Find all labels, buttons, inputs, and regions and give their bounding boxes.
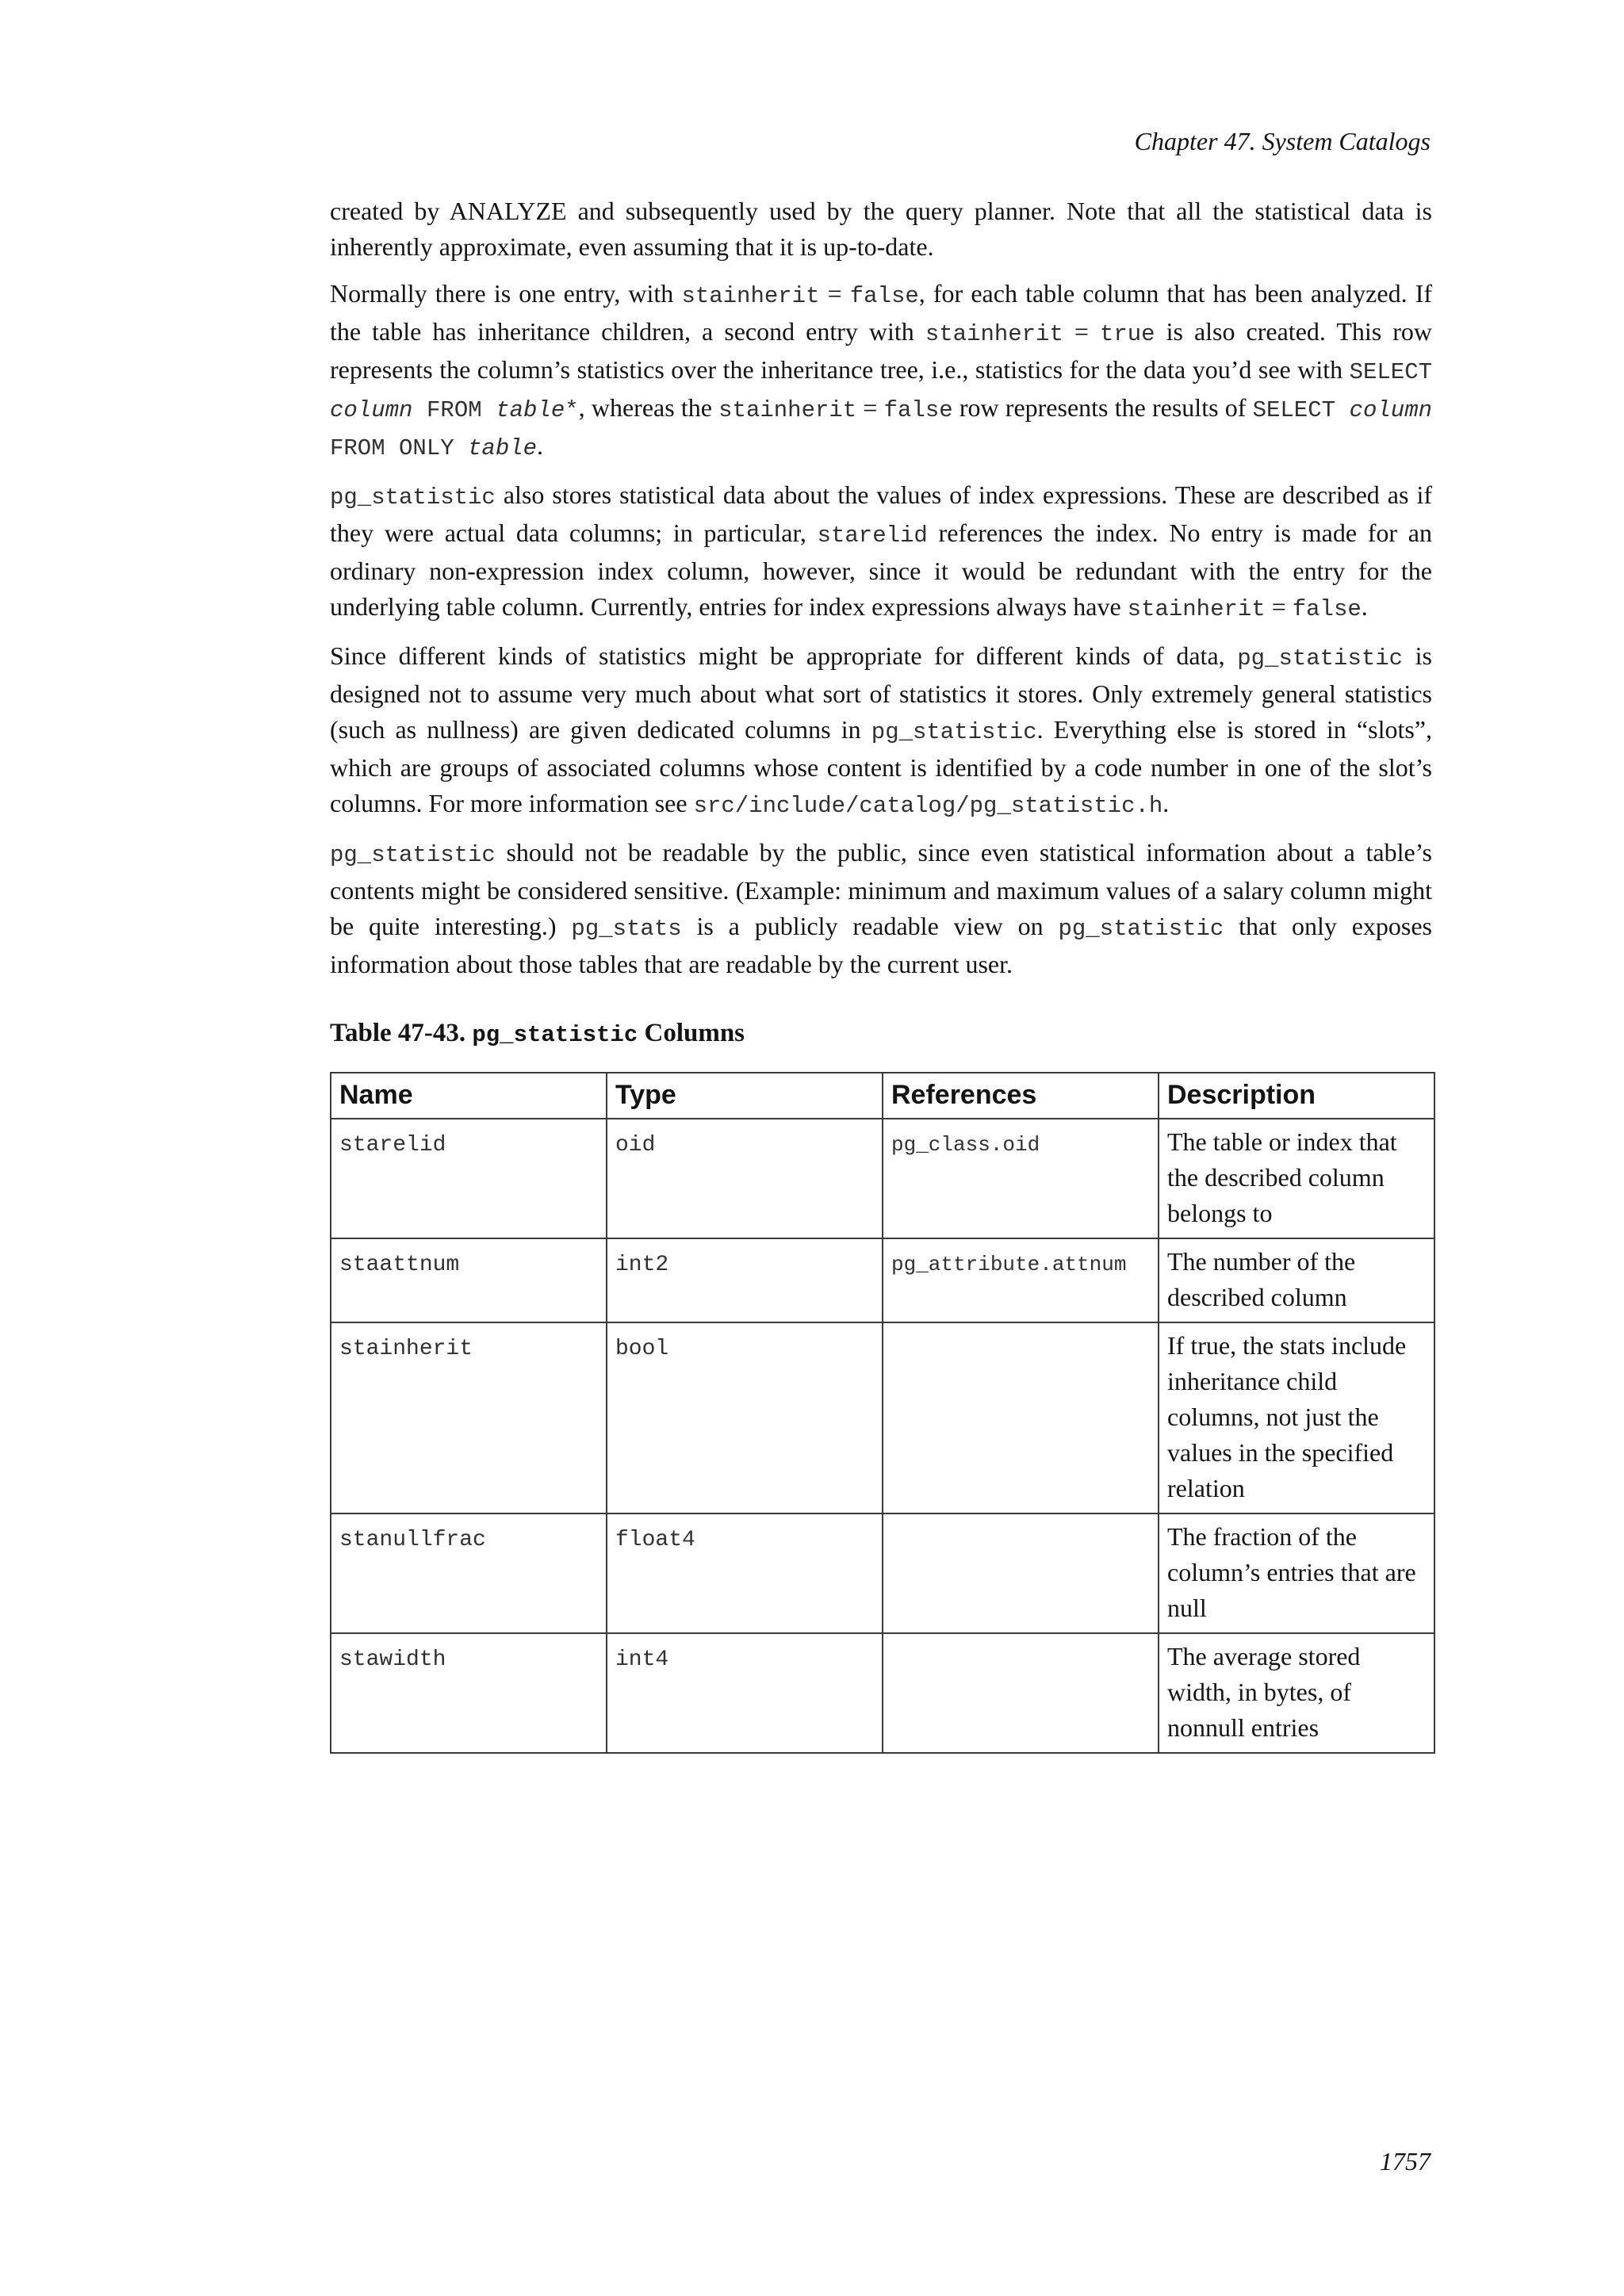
pg-statistic-columns-table [330,1072,1435,1754]
inline-code: pg_statistic [330,484,496,511]
cell-description: The average stored width, in bytes, of nonnull entries [1159,1633,1434,1753]
cell-description: The fraction of the column’s entries that are null [1159,1513,1434,1633]
paragraph-1: created by ANALYZE and subsequently used by the query planner. Note that all the statistical data is inherently approximate, even assuming that it is up-to-date. [330,197,1432,261]
inline-code-italic: column [330,397,413,423]
inline-code: pg_statistic [1058,916,1224,942]
column-header-references: References [883,1073,1159,1119]
inline-code: FROM ONLY [330,435,469,461]
cell-name: stainherit [331,1322,607,1513]
cell-description: If true, the stats include inheritance child columns, not just the values in the specified relation [1159,1322,1434,1513]
cell-name: stanullfrac [331,1513,607,1633]
cell-references [883,1633,1159,1753]
page-number: 1757 [1380,2147,1431,2175]
page-content [330,193,1432,1754]
inline-code: * [565,397,579,423]
inline-code: pg_statistic [871,719,1037,745]
column-header-type: Type [607,1073,883,1119]
inline-code: pg_statistic [330,842,496,868]
table-caption-code: pg_statistic [472,1022,638,1048]
table-row [331,1119,1434,1238]
paragraph-2: Normally there is one entry, with stainherit = false, for each table column that has been analyzed. If the table has inheritance children, a second entry with stainherit = true is also created. This row represents the column’s statistics over the inheritance tree, i.e., statistics for the data you’d see with SELECT column FROM table*, whereas the stainherit = false row represents the results of SELECT column FROM ONLY table. [330,279,1433,461]
column-header-name: Name [331,1073,607,1119]
inline-code: stainherit [718,397,857,423]
inline-code-italic: table [468,435,538,461]
inline-code: stainherit [925,321,1063,347]
cell-type: oid [607,1119,883,1238]
paragraph-4: Since different kinds of statistics might be appropriate for different kinds of data, pg_statistic is designed not to assume very much about what sort of statistics it stores. Only extremely general statistics (such as nullness) are given dedicated columns in pg_statistic. Everything else is stored in “slots”, which are groups of associated columns whose content is identified by a code number in one of the slot’s columns. For more information see src/include/catalog/pg_statistic.h. [330,641,1433,819]
inline-code: starelid [817,522,928,549]
cell-references: pg_attribute.attnum [883,1238,1159,1322]
table-row [331,1513,1434,1633]
cell-description: The number of the described column [1159,1238,1434,1322]
table-row [331,1322,1434,1513]
inline-code: pg_stats [571,916,682,942]
inline-code: true [1099,321,1155,347]
column-header-description: Description [1159,1073,1434,1119]
inline-code: stainherit [681,283,820,309]
cell-type: float4 [607,1513,883,1633]
cell-name: stawidth [331,1633,607,1753]
cell-references: pg_class.oid [883,1119,1159,1238]
inline-code: src/include/catalog/pg_statistic.h [693,793,1163,819]
table-header-row [331,1073,1434,1119]
table-caption: Table 47-43. pg_statistic Columns [330,1019,745,1048]
inline-code: pg_statistic [1237,645,1404,672]
inline-code: SELECT [1349,359,1432,385]
cell-description: The table or index that the described column belongs to [1159,1119,1434,1238]
cell-type: int4 [607,1633,883,1753]
cell-name: staattnum [331,1238,607,1322]
cell-references [883,1513,1159,1633]
table-row [331,1633,1434,1753]
inline-code: false [883,397,953,423]
inline-code-italic: column [1349,397,1433,423]
inline-code: false [1292,596,1362,622]
cell-type: bool [607,1322,883,1513]
cell-type: int2 [607,1238,883,1322]
inline-code: FROM [412,397,496,423]
inline-code: stainherit [1127,596,1266,622]
cell-name: starelid [331,1119,607,1238]
paragraph-5: pg_statistic should not be readable by the public, since even statistical information about a table’s contents might be considered sensitive. (Example: minimum and maximum values of a salary column might be quite interesting.) pg_stats is a publicly readable view on pg_statistic that only exposes information about those tables that are readable by the current user. [330,838,1433,978]
inline-code: SELECT [1252,397,1350,423]
running-header: Chapter 47. System Catalogs [1134,127,1431,155]
inline-code-italic: table [496,397,565,423]
table-row [331,1238,1434,1322]
cell-references [883,1322,1159,1513]
paragraph-3: pg_statistic also stores statistical data about the values of index expressions. These are described as if they were actual data columns; in particular, starelid references the index. No entry is made for an ordinary non-expression index column, however, since it would be redundant with the entry for the underlying table column. Currently, entries for index expressions always have stainherit = false. [330,480,1433,622]
inline-code: false [849,283,919,309]
